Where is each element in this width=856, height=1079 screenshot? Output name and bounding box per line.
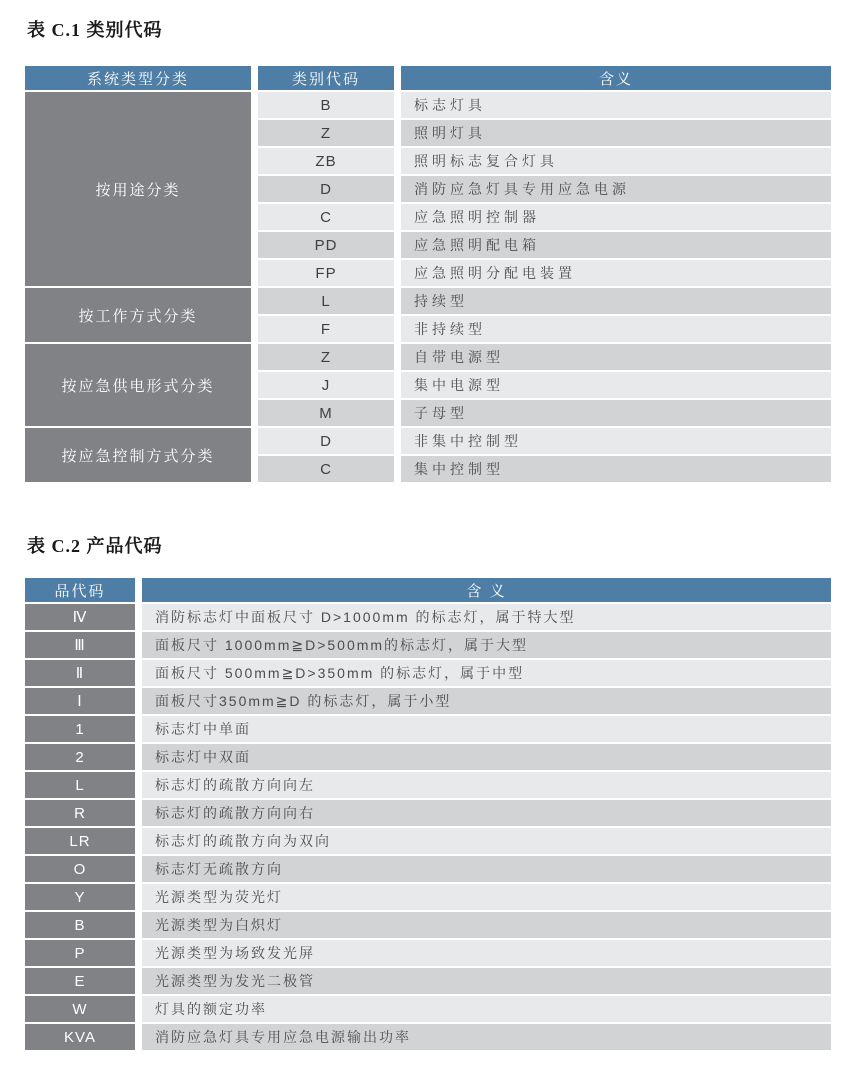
c1-meaning-cell: 应急照明控制器 (401, 204, 831, 230)
c2-meaning-cell: 光源类型为场致发光屏 (142, 940, 831, 966)
c2-meaning-cell: 光源类型为发光二极管 (142, 968, 831, 994)
c2-code-cell: B (25, 912, 135, 938)
c1-meaning-cell: 持续型 (401, 288, 831, 314)
c1-code-cell: C (258, 456, 394, 482)
c2-meaning-cell: 标志灯的疏散方向向左 (142, 772, 831, 798)
c1-meaning-cell: 非集中控制型 (401, 428, 831, 454)
c1-code-cell: Z (258, 344, 394, 370)
c2-meaning-cell: 面板尺寸350mm≧D 的标志灯，属于小型 (142, 688, 831, 714)
c1-group-power-supply: 按应急供电形式分类 (25, 344, 251, 426)
c1-code-cell: C (258, 204, 394, 230)
c2-meaning-cell: 标志灯无疏散方向 (142, 856, 831, 882)
c1-header-code: 类别代码 (258, 66, 394, 90)
c2-meaning-cell: 消防标志灯中面板尺寸 D>1000mm 的标志灯，属于特大型 (142, 604, 831, 630)
c2-code-cell: Ⅳ (25, 604, 135, 630)
c2-header-meaning: 含 义 (142, 578, 831, 602)
c2-code-cell: R (25, 800, 135, 826)
c2-code-cell: E (25, 968, 135, 994)
c2-code-cell: Ⅲ (25, 632, 135, 658)
c2-meaning-cell: 灯具的额定功率 (142, 996, 831, 1022)
table-c2 (25, 578, 831, 1050)
c2-code-cell: KVA (25, 1024, 135, 1050)
table-c1-title: 表 C.1 类别代码 (27, 20, 163, 40)
table-c2-title: 表 C.2 产品代码 (27, 536, 163, 556)
table-c1 (25, 66, 831, 482)
c1-code-cell: B (258, 92, 394, 118)
c1-code-cell: PD (258, 232, 394, 258)
c2-code-cell: P (25, 940, 135, 966)
c1-group-work-mode: 按工作方式分类 (25, 288, 251, 342)
c1-meaning-cell: 自带电源型 (401, 344, 831, 370)
c2-meaning-cell: 标志灯的疏散方向为双向 (142, 828, 831, 854)
c1-code-cell: F (258, 316, 394, 342)
c1-code-cell: L (258, 288, 394, 314)
c1-header-category: 系统类型分类 (25, 66, 251, 90)
c1-meaning-cell: 照明标志复合灯具 (401, 148, 831, 174)
c1-meaning-cell: 标志灯具 (401, 92, 831, 118)
c2-code-cell: LR (25, 828, 135, 854)
c2-meaning-cell: 光源类型为白炽灯 (142, 912, 831, 938)
c2-meaning-cell: 面板尺寸 1000mm≧D>500mm的标志灯，属于大型 (142, 632, 831, 658)
c2-header-code: 品代码 (25, 578, 135, 602)
c1-meaning-cell: 应急照明配电箱 (401, 232, 831, 258)
c2-code-cell: Ⅱ (25, 660, 135, 686)
c1-meaning-cell: 消防应急灯具专用应急电源 (401, 176, 831, 202)
c2-meaning-cell: 标志灯中双面 (142, 744, 831, 770)
c2-code-cell: 2 (25, 744, 135, 770)
c1-meaning-cell: 集中电源型 (401, 372, 831, 398)
c2-code-cell: L (25, 772, 135, 798)
c1-header-meaning: 含义 (401, 66, 831, 90)
c2-meaning-cell: 面板尺寸 500mm≧D>350mm 的标志灯，属于中型 (142, 660, 831, 686)
c2-meaning-cell: 标志灯中单面 (142, 716, 831, 742)
c2-code-cell: O (25, 856, 135, 882)
c1-group-usage: 按用途分类 (25, 92, 251, 286)
c2-meaning-cell: 标志灯的疏散方向向右 (142, 800, 831, 826)
c2-code-cell: W (25, 996, 135, 1022)
c1-code-cell: D (258, 428, 394, 454)
c1-meaning-cell: 非持续型 (401, 316, 831, 342)
c2-code-cell: 1 (25, 716, 135, 742)
c2-meaning-cell: 光源类型为荧光灯 (142, 884, 831, 910)
c1-code-cell: ZB (258, 148, 394, 174)
c1-code-cell: D (258, 176, 394, 202)
c1-code-cell: M (258, 400, 394, 426)
c2-code-cell: Ⅰ (25, 688, 135, 714)
c2-meaning-cell: 消防应急灯具专用应急电源输出功率 (142, 1024, 831, 1050)
c1-code-cell: Z (258, 120, 394, 146)
c1-meaning-cell: 子母型 (401, 400, 831, 426)
c1-meaning-cell: 集中控制型 (401, 456, 831, 482)
c2-code-cell: Y (25, 884, 135, 910)
c1-meaning-cell: 照明灯具 (401, 120, 831, 146)
c1-code-cell: J (258, 372, 394, 398)
c1-meaning-cell: 应急照明分配电装置 (401, 260, 831, 286)
c1-group-control-mode: 按应急控制方式分类 (25, 428, 251, 482)
c1-code-cell: FP (258, 260, 394, 286)
